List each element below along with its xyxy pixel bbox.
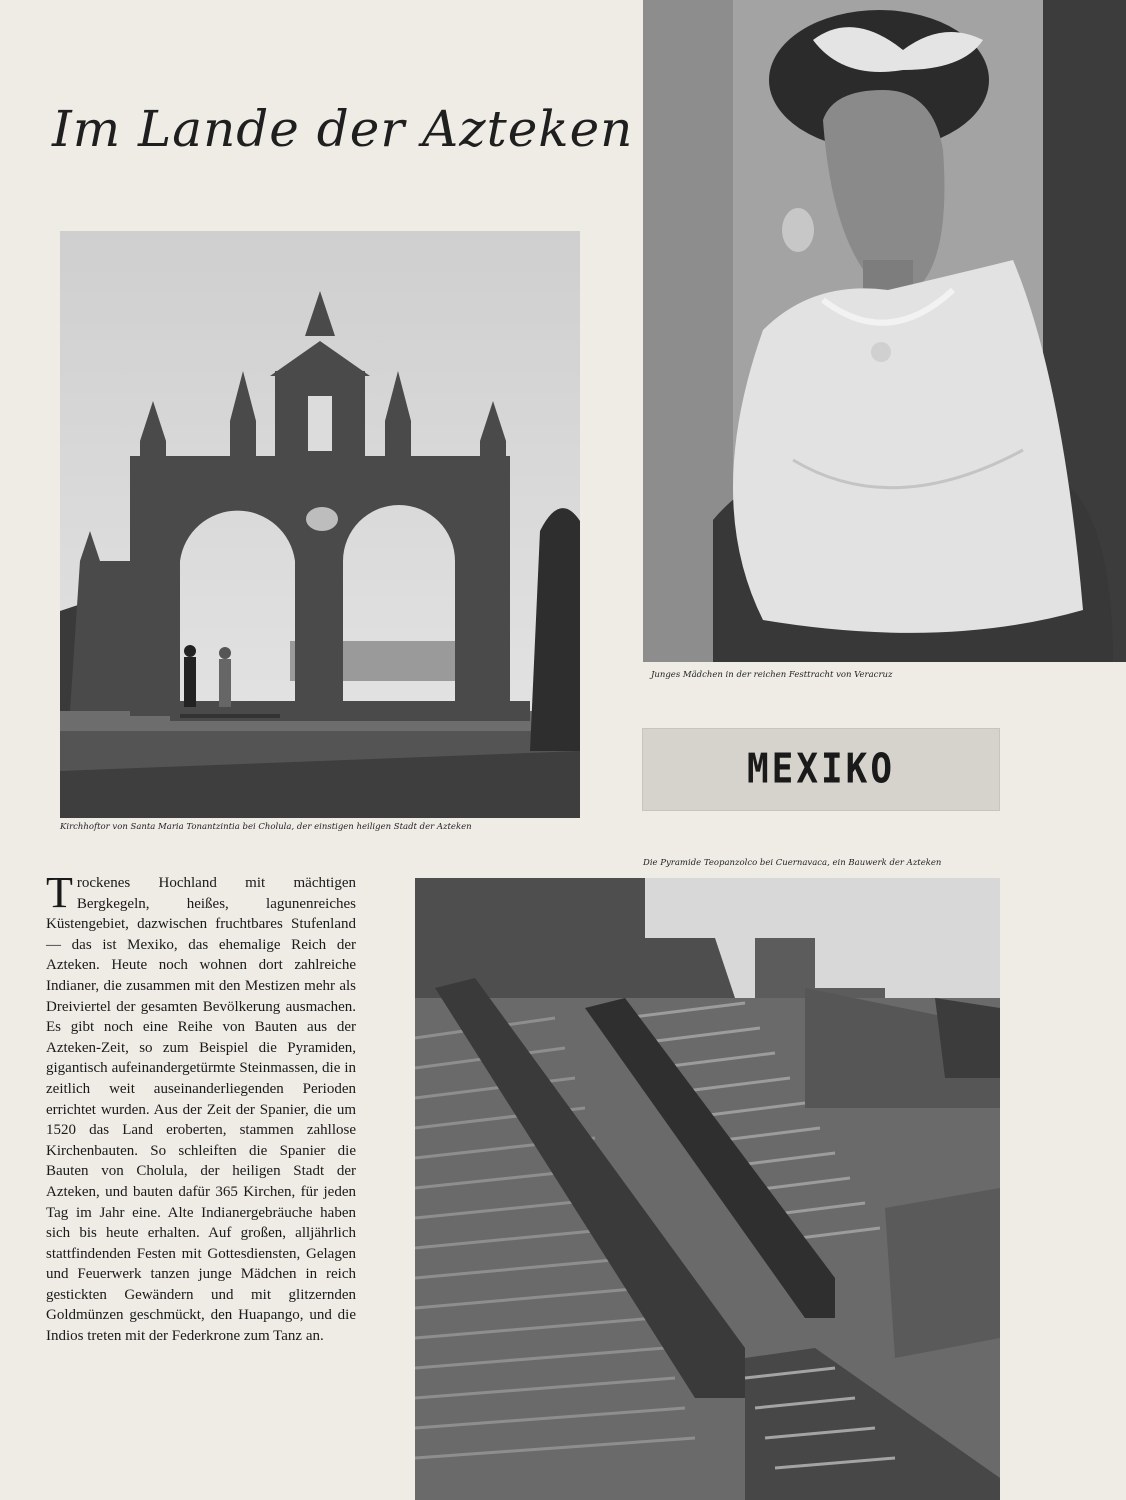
young-woman-caption: Junges Mädchen in der reichen Festtracht von Veracruz — [651, 670, 893, 680]
young-woman-photo — [643, 0, 1126, 662]
section-label-box — [642, 728, 1000, 811]
article-dropcap: T — [46, 868, 73, 917]
pyramid-caption: Die Pyramide Teopanzolco bei Cuernavaca, ein Bauwerk der Azteken — [643, 858, 942, 868]
church-gate-caption: Kirchhoftor von Santa Maria Tonantzintia bei Cholula, der einstigen heiligen Stadt der Azteken — [60, 822, 472, 832]
article-body — [46, 868, 356, 1347]
article-text: rockenes Hochland mit mächtigen Bergkegeln, heißes, lagunenreiches Küstengebiet, dazwischen fruchtbares Stufenland — das ist Mexiko, das ehemalige Reich der Azteken. Heute noch wohnen dort zahlreiche Indianer, die zusammen mit den Mestizen mehr als Dreiviertel der gesamten Bevölkerung ausmachen. Es gibt noch eine Reihe von Bauten aus der Azteken-Zeit, so zum Beispiel die Pyramiden, gigantisch aufeinandergetürmte Steinmassen, die in zeitlich weit auseinanderliegenden Perioden errichtet wurden. Aus der Zeit der Spanier, die um 1520 das Land eroberten, stammen zahllose Kirchenbauten. So schleiften die Spanier die Bauten von Cholula, der heiligen Stadt der Azteken, und bauten dafür 365 Kirchen, für jeden Tag im Jahr eine. Alte Indianergebräuche haben sich bis heute erhalten. Auf großen, alljährlich stattfindenden Festen mit Gottesdiensten, Gelagen und Feuerwerk tanzen junge Mädchen in reich gestickten Gewändern und mit glitzernden Goldmünzen geschmückt, den Huapango, und die Indios treten mit der Federkrone zum Tanz an. — [46, 875, 356, 1345]
church-gate-photo — [60, 231, 580, 818]
pyramid-photo — [415, 878, 1000, 1500]
page-title: Im Lande der Azteken — [52, 100, 634, 158]
section-label: MEXIKO — [746, 745, 896, 794]
